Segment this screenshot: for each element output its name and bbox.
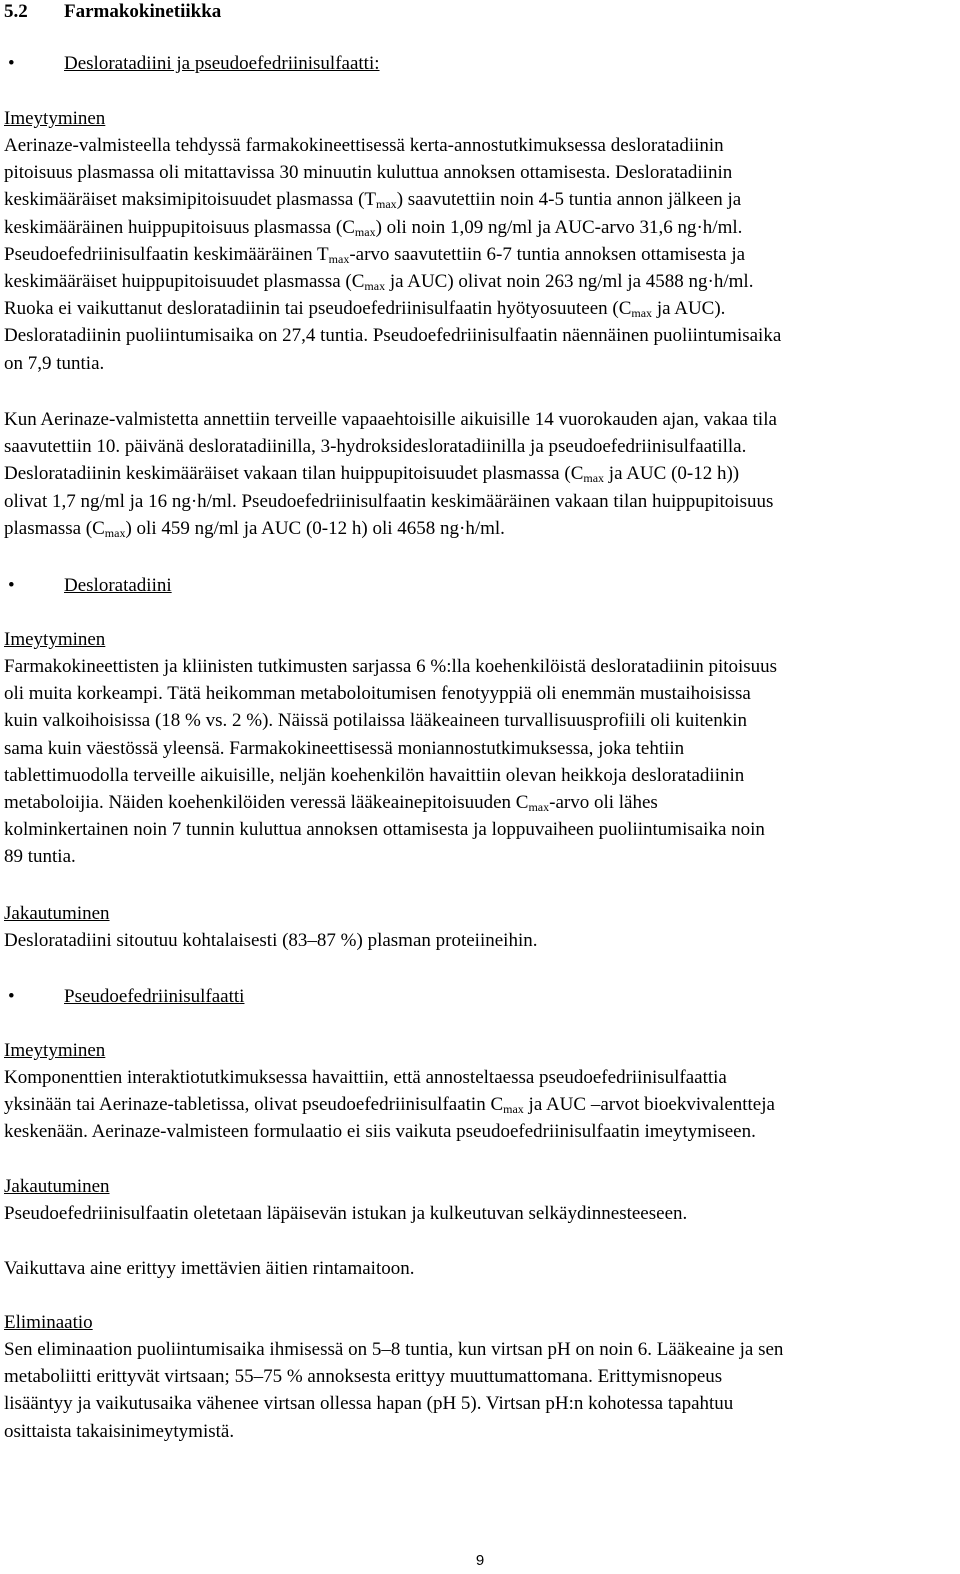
subheading: Jakautuminen [4,1176,110,1197]
text-line: keskimääräinen huippupitoisuus plasmassa $(C_{max})$ oli noin 1,09 ng/ml ja AUC-arvo 31,6 ng·h/ml. [4,216,743,239]
bullet-heading: Desloratadiini ja pseudoefedriinisulfaatti: [64,53,380,74]
bullet-heading: Pseudoefedriinisulfaatti [64,986,245,1007]
text-line: Desloratadiinin keskimääräiset vakaan tilan huippupitoisuudet plasmassa ($C_{max}$ ja AUC (0-12 h)) [4,463,740,486]
bullet-dot-icon: • [8,575,15,596]
text-line: Komponenttien interaktiotutkimuksessa havaittiin, että annosteltaessa pseudoefedriinisulfaattia [4,1067,727,1088]
text-line: Aerinaze-valmisteella tehdyssä farmakokineettisessä kerta-annostutkimuksessa desloratadiinin [4,135,724,156]
text-line: keskimääräiset maksimipitoisuudet plasmassa $(T_{max})$ saavutettiin noin 4-5 tuntia annon jälkeen ja [4,189,742,212]
text-line: pitoisuus plasmassa oli mitattavissa 30 minuutin kuluttua annoksen ottamisesta. Desloratadiinin [4,162,733,184]
paragraph [4,1336,956,1445]
text-line: Sen eliminaation puoliintumisaika ihmisessä on 5–8 tuntia, kun virtsan pH on noin 6. Lääkeaine ja sen [4,1339,784,1360]
text-line: Kun Aerinaze-valmistetta annettiin terveille vapaaehtoisille aikuisille 14 vuorokauden ajan, vakaa tila [4,409,777,430]
text-line: kuin valkoihoisissa (18 % vs. 2 %). Näissä potilaissa lääkeaineen turvallisuusprofiili oli kuitenkin [4,710,747,732]
text-line: osittaista takaisinimeytymistä. [4,1420,235,1442]
subheading: Imeytyminen [4,1040,106,1061]
subheading: Imeytyminen [4,108,106,129]
text-line: plasmassa $(C_{max})$ oli 459 ng/ml ja AUC (0-12 h) oli 4658 ng·h/ml. [4,517,505,540]
text-line: Ruoka ei vaikuttanut desloratadiinin tai pseudoefedriinisulfaatin hyötyosuuteen ($C_{max}$ ja AUC). [4,298,726,321]
text-line: Vaikuttava aine erittyy imettävien äitien rintamaitoon. [4,1258,415,1279]
text-line: on 7,9 tuntia. [4,352,105,374]
paragraph [4,1064,956,1146]
subheading: Imeytyminen [4,629,106,650]
text-line: Pseudoefedriinisulfaatin keskimääräinen $T_{max}$-arvo saavutettiin 6-7 tuntia annoksen ottamisesta ja [4,243,746,266]
section-number: 5.2 [4,1,28,22]
text-line: keskimääräiset huippupitoisuudet plasmassa ($C_{max}$ ja AUC) olivat noin 263 ng/ml ja 4588 ng·h/ml. [4,270,754,293]
text-line: Desloratadiini sitoutuu kohtalaisesti (83–87 %) plasman proteiineihin. [4,930,538,951]
paragraph [4,1255,956,1282]
text-line: oli muita korkeampi. Tätä heikomman metaboloitumisen fenotyyppiä oli enemmän mustaihoisissa [4,683,751,705]
text-line: kolminkertainen noin 7 tunnin kuluttua annoksen ottamisesta ja loppuvaiheen puoliintumisaika noin [4,819,765,841]
text-line: keskenään. Aerinaze-valmisteen formulaatio ei siis vaikuta pseudoefedriinisulfaatin imeytymiseen. [4,1121,756,1143]
section-title: Farmakokinetiikka [64,1,222,22]
text-line: Pseudoefedriinisulfaatin oletetaan läpäisevän istukan ja kulkeutuvan selkäydinnesteeseen. [4,1203,688,1224]
text-line: lisääntyy ja vaikutusaika vähenee virtsan ollessa hapan (pH 5). Virtsan pH:n kohotessa tapahtuu [4,1393,734,1415]
text-line: Desloratadiinin puoliintumisaika on 27,4 tuntia. Pseudoefedriinisulfaatin näennäinen puoliintumisaika [4,325,782,347]
text-line: saavutettiin 10. päivänä desloratadiinilla, 3-hydroksidesloratadiinilla ja pseudoefedriinisulfaatilla. [4,436,747,458]
text-line: 89 tuntia. [4,846,76,868]
text-line: metaboliitti erittyvät virtsaan; 55–75 % annoksesta erittyy muuttumattomana. Erittymisnopeus [4,1366,723,1388]
text-line: olivat 1,7 ng/ml ja 16 ng·h/ml. Pseudoefedriinisulfaatin keskimääräinen vakaan tilan huippupitoisuus [4,490,774,512]
text-line: sama kuin väestössä yleensä. Farmakokineettisessä moniannostutkimuksessa, joka tehtiin [4,737,685,759]
paragraph [4,1200,956,1227]
subheading: Eliminaatio [4,1312,93,1333]
bullet-dot-icon: • [8,53,15,74]
text-line: metaboloijia. Näiden koehenkilöiden veressä lääkeainepitoisuuden $C_{max}$-arvo oli lähes [4,791,658,814]
text-line: yksinään tai Aerinaze-tabletissa, olivat pseudoefedriinisulfaatin $C_{max}$ ja AUC –arvot bioekvivalentteja [4,1094,775,1117]
text-line: tablettimuodolla terveille aikuisille, neljän koehenkilön havaittiin olevan heikkoja desloratadiinin [4,764,745,786]
text-line: Farmakokineettisten ja kliinisten tutkimusten sarjassa 6 %:lla koehenkilöistä desloratadiinin pitoisuus [4,656,778,677]
section-heading [4,0,221,25]
subheading: Jakautuminen [4,903,110,924]
paragraph [4,927,956,954]
paragraph [4,406,956,542]
bullet-heading: Desloratadiini [64,575,172,596]
page-number: 9 [475,1552,485,1569]
paragraph [4,653,956,871]
paragraph [4,132,956,377]
bullet-dot-icon: • [8,986,15,1007]
